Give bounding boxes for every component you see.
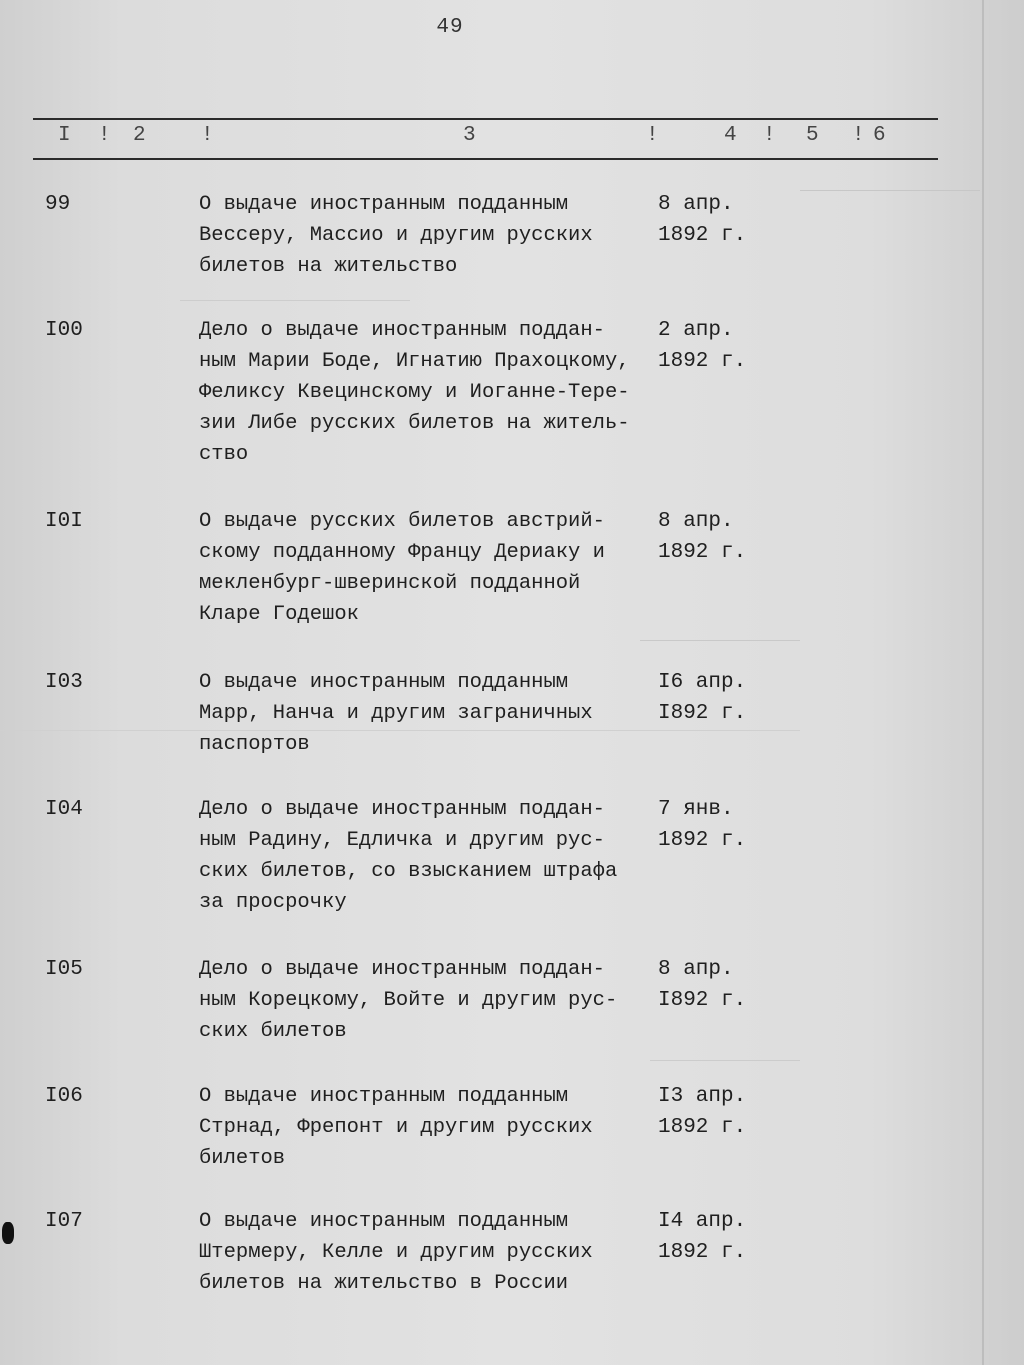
header-col-3: 3 [463, 124, 476, 147]
entry-date [658, 1206, 746, 1268]
entry-title-line: паспортов [199, 733, 310, 756]
entry-title-line: Дело о выдаче иностранным поддан- [199, 958, 605, 981]
entry-title-line: О выдаче иностранным подданным [199, 1210, 569, 1233]
bleed-through-line [800, 190, 980, 191]
entry-date-line: I3 апр. [658, 1085, 747, 1108]
entry-date-line: 8 апр. [658, 193, 734, 216]
entry-title-line: Вессеру, Массио и другим русских [199, 224, 593, 247]
entry-title-line: Дело о выдаче иностранным поддан- [199, 319, 605, 342]
entry-title-line: скому подданному Францу Дериаку и [199, 541, 605, 564]
entry-title-line: Дело о выдаче иностранным поддан- [199, 798, 605, 821]
entry-title-line: О выдаче иностранным подданным [199, 1085, 569, 1108]
entry-title [199, 315, 659, 470]
entry-number: I00 [45, 319, 83, 342]
entry-title-line: О выдаче иностранным подданным [199, 193, 569, 216]
entry-title-line: ным Корецкому, Войте и другим рус- [199, 989, 618, 1012]
entry-title [199, 954, 659, 1047]
header-separator: ! [646, 124, 659, 147]
entry-date-line: I892 г. [658, 989, 747, 1012]
entry-title [199, 667, 659, 760]
entry-date [658, 506, 746, 568]
entry-date-line: 1892 г. [658, 350, 747, 373]
header-col-5: 5 [806, 124, 819, 147]
entry-title-line: ских билетов [199, 1020, 347, 1043]
header-col-6: 6 [873, 124, 886, 147]
entry-number: I03 [45, 671, 83, 694]
entry-number: I07 [45, 1210, 83, 1233]
entry-date [658, 189, 746, 251]
entry-title-line: билетов [199, 1147, 286, 1170]
entry-date-line: 7 янв. [658, 798, 734, 821]
bleed-through-line [650, 1060, 800, 1061]
entry-date-line: 8 апр. [658, 510, 734, 533]
entry-title-line: Стрнад, Фрепонт и другим русских [199, 1116, 593, 1139]
entry-title-line: Кларе Годешок [199, 603, 359, 626]
entry-date-line: 1892 г. [658, 829, 747, 852]
entry-date [658, 315, 746, 377]
entry-title-line: ным Марии Боде, Игнатию Прахоцкому, [199, 350, 630, 373]
entry-title-line: Штермеру, Келле и другим русских [199, 1241, 593, 1264]
entry-date [658, 1081, 746, 1143]
header-separator: ! [201, 124, 214, 147]
entry-date [658, 794, 746, 856]
entry-title [199, 189, 659, 282]
header-separator: ! [98, 124, 111, 147]
bleed-through-line [640, 640, 800, 641]
entry-title [199, 506, 659, 630]
bleed-through-line [180, 300, 410, 301]
entry-date-line: 2 апр. [658, 319, 734, 342]
entry-title-line: за просрочку [199, 891, 347, 914]
header-col-2: 2 [133, 124, 146, 147]
entry-date-line: 1892 г. [658, 541, 747, 564]
entry-date-line: 8 апр. [658, 958, 734, 981]
header-col-4: 4 [724, 124, 737, 147]
entry-date-line: I4 апр. [658, 1210, 747, 1233]
entry-title-line: мекленбург-шверинской подданной [199, 572, 581, 595]
entry-date-line: 1892 г. [658, 224, 747, 247]
table-header-bottom-rule [33, 158, 938, 160]
page-number: 49 [436, 16, 464, 39]
header-col-1: I [58, 124, 71, 147]
entry-date-line: I892 г. [658, 702, 747, 725]
entry-title-line: билетов на жительство в России [199, 1272, 569, 1295]
entry-date-line: I6 апр. [658, 671, 747, 694]
table-header-row [0, 124, 1024, 154]
entry-title-line: ских билетов, со взысканием штрафа [199, 860, 618, 883]
entry-date [658, 667, 746, 729]
entry-title-line: ным Радину, Едличка и другим рус- [199, 829, 605, 852]
entry-date-line: 1892 г. [658, 1241, 747, 1264]
entry-title [199, 794, 659, 918]
entry-title-line: Марр, Нанча и другим заграничных [199, 702, 593, 725]
page-edge [982, 0, 984, 1365]
header-separator: ! [763, 124, 776, 147]
entry-number: I0I [45, 510, 83, 533]
header-separator: ! [852, 124, 865, 147]
binder-hole-mark [2, 1222, 14, 1244]
entry-number: I06 [45, 1085, 83, 1108]
entry-number: 99 [45, 193, 71, 216]
entry-title-line: ство [199, 443, 249, 466]
entry-number: I05 [45, 958, 83, 981]
entry-title-line: Феликсу Квецинскому и Иоганне-Тере- [199, 381, 630, 404]
entry-number: I04 [45, 798, 83, 821]
entry-title-line: билетов на жительство [199, 255, 458, 278]
entry-title [199, 1081, 659, 1174]
entry-title [199, 1206, 659, 1299]
entry-title-line: О выдаче русских билетов австрий- [199, 510, 605, 533]
entry-title-line: О выдаче иностранным подданным [199, 671, 569, 694]
entry-date [658, 954, 746, 1016]
entry-title-line: зии Либе русских билетов на житель- [199, 412, 630, 435]
table-top-rule [33, 118, 938, 120]
entry-date-line: 1892 г. [658, 1116, 747, 1139]
